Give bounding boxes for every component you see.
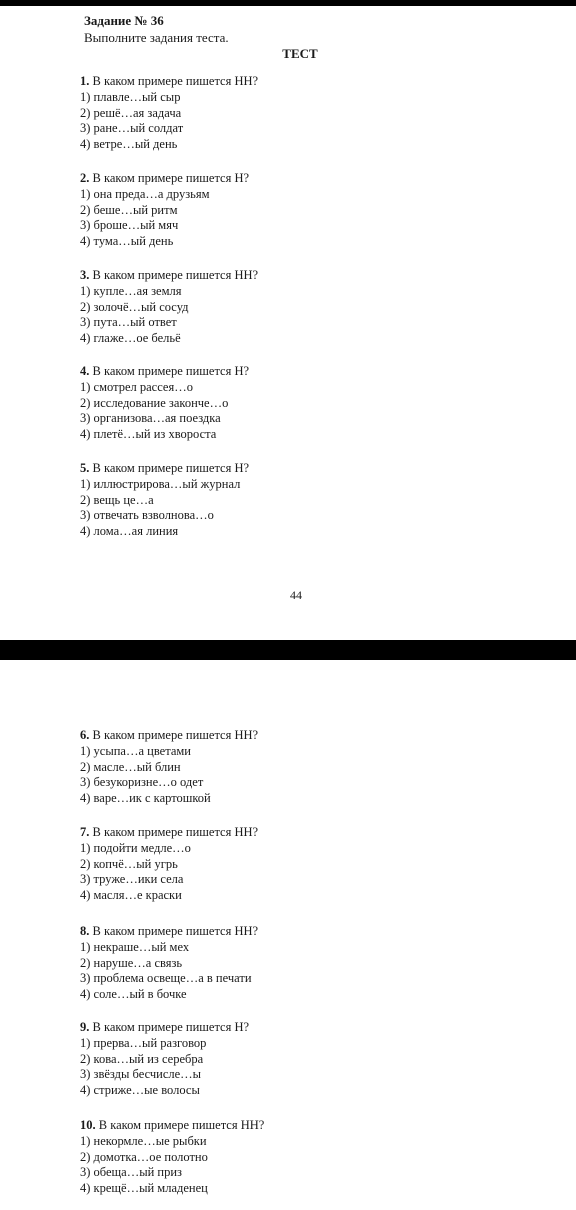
question-number: 7.: [80, 825, 90, 839]
answer-option: 2) золочё…ый сосуд: [80, 299, 189, 314]
answer-option: 2) беше…ый ритм: [80, 202, 178, 217]
answer-option: 3) труже…ики села: [80, 872, 184, 887]
document-page-1: [0, 6, 576, 640]
answer-option: 3) обеща…ый приз: [80, 1165, 182, 1180]
answer-option: 4) ветре…ый день: [80, 137, 178, 152]
answer-option: 3) броше…ый мяч: [80, 218, 179, 233]
answer-option: 2) решё…ая задача: [80, 105, 182, 120]
question-2: [80, 171, 249, 250]
task-header: [84, 12, 229, 46]
answer-option: 3) проблема освеще…а в печати: [80, 971, 252, 986]
question-prompt: В каком примере пишется НН?: [92, 924, 259, 938]
question-number: 2.: [80, 171, 90, 185]
question-prompt: В каком примере пишется Н?: [92, 171, 250, 185]
question-number: 5.: [80, 461, 90, 475]
question-text: [80, 1118, 264, 1134]
answer-option: 3) звёзды бесчисле…ы: [80, 1067, 202, 1082]
task-title: Задание № 36: [84, 13, 164, 28]
answer-option: 4) лома…ая линия: [80, 524, 179, 539]
answer-option: 3) безукоризне…о одет: [80, 775, 204, 790]
answer-option: 4) тума…ый день: [80, 234, 174, 249]
question-number: 8.: [80, 924, 90, 938]
question-prompt: В каком примере пишется Н?: [92, 461, 250, 475]
question-3: [80, 924, 258, 1003]
question-4: [80, 1020, 249, 1099]
answer-option: 1) иллюстрирова…ый журнал: [80, 476, 241, 491]
question-prompt: В каком примере пишется НН?: [98, 1118, 265, 1132]
page-number: 44: [290, 588, 302, 602]
question-1: [80, 74, 258, 153]
answer-option: 1) купле…ая земля: [80, 283, 182, 298]
question-3: [80, 268, 258, 347]
answer-option: 1) некормле…ые рыбки: [80, 1133, 207, 1148]
answer-option: 3) пута…ый ответ: [80, 315, 177, 330]
question-number: 9.: [80, 1020, 90, 1034]
answer-option: 4) масля…е краски: [80, 888, 182, 903]
question-5: [80, 1118, 264, 1197]
question-prompt: В каком примере пишется НН?: [92, 74, 259, 88]
question-text: [80, 171, 249, 187]
answer-option: 4) плетё…ый из хвороста: [80, 427, 217, 442]
answer-option: 2) копчё…ый угрь: [80, 856, 178, 871]
answer-option: 1) плавле…ый сыр: [80, 89, 181, 104]
question-text: [80, 364, 249, 380]
question-2: [80, 825, 258, 904]
question-text: [80, 1020, 249, 1036]
answer-option: 1) некраше…ый мех: [80, 939, 190, 954]
answer-option: 2) домотка…ое полотно: [80, 1149, 208, 1164]
answer-option: 2) вещь це…а: [80, 492, 154, 507]
question-text: [80, 728, 258, 744]
answer-option: 3) организова…ая поездка: [80, 411, 221, 426]
answer-option: 1) усыпа…а цветами: [80, 743, 191, 758]
document-page-2: [0, 660, 576, 1210]
answer-option: 1) подойти медле…о: [80, 840, 191, 855]
question-text: [80, 268, 258, 284]
answer-option: 2) масле…ый блин: [80, 759, 181, 774]
question-prompt: В каком примере пишется Н?: [92, 364, 250, 378]
answer-option: 4) стриже…ые волосы: [80, 1083, 200, 1098]
question-text: [80, 825, 258, 841]
question-prompt: В каком примере пишется НН?: [92, 268, 259, 282]
answer-option: 1) смотрел рассея…о: [80, 379, 193, 394]
task-instruction: Выполните задания теста.: [84, 30, 229, 45]
answer-option: 2) наруше…а связь: [80, 955, 183, 970]
answer-option: 4) глаже…ое бельё: [80, 331, 181, 346]
question-text: [80, 924, 258, 940]
question-number: 4.: [80, 364, 90, 378]
question-prompt: В каком примере пишется НН?: [92, 825, 259, 839]
answer-option: 4) варе…ик с картошкой: [80, 791, 211, 806]
answer-option: 1) прерва…ый разговор: [80, 1035, 207, 1050]
question-5: [80, 461, 249, 540]
question-prompt: В каком примере пишется Н?: [92, 1020, 250, 1034]
answer-option: 2) кова…ый из серебра: [80, 1051, 204, 1066]
question-number: 3.: [80, 268, 90, 282]
question-text: [80, 461, 249, 477]
page-separator-band: [0, 640, 576, 660]
answer-option: 4) соле…ый в бочке: [80, 987, 187, 1002]
question-4: [80, 364, 249, 443]
answer-option: 1) она преда…а друзьям: [80, 186, 210, 201]
question-prompt: В каком примере пишется НН?: [92, 728, 259, 742]
answer-option: 3) ране…ый солдат: [80, 121, 184, 136]
question-number: 1.: [80, 74, 90, 88]
answer-option: 4) крещё…ый младенец: [80, 1181, 208, 1196]
answer-option: 3) отвечать взволнова…о: [80, 508, 214, 523]
question-number: 6.: [80, 728, 90, 742]
test-title: ТЕСТ: [282, 46, 318, 61]
question-1: [80, 728, 258, 807]
question-number: 10.: [80, 1118, 96, 1132]
question-text: [80, 74, 258, 90]
answer-option: 2) исследование закончe…о: [80, 395, 229, 410]
